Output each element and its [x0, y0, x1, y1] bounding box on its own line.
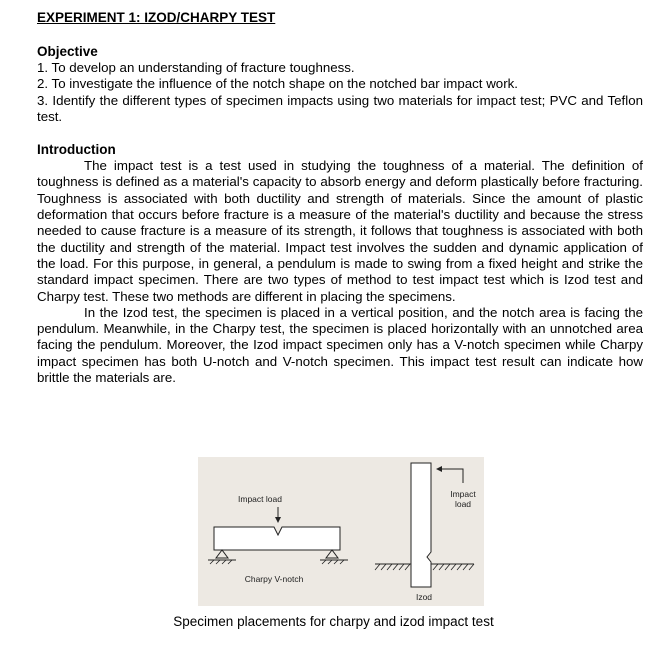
izod-specimen — [411, 463, 431, 587]
charpy-load-label: Impact load — [238, 494, 282, 504]
introduction-paragraph: In the Izod test, the specimen is placed in a vertical position, and the notch area is facing the pendulum. Meanwhile, in the Charpy test, the specimen is placed horizontally with an unnotched area facing the pendulum. Moreover, the Izod impact specimen only has a V-notch specimen while Charpy impact specimen has both U-notch and V-notch specimen. This impact test result can indicate how brittle the materials are. — [37, 304, 643, 386]
charpy-support-left — [216, 550, 228, 558]
specimen-diagram — [198, 457, 484, 606]
izod-load-arrowhead — [436, 466, 442, 472]
izod-load-label-line2: load — [454, 499, 472, 509]
document-page — [37, 10, 643, 386]
izod-load-label-line1: Impact — [450, 489, 476, 499]
charpy-load-arrowhead — [275, 517, 281, 523]
charpy-support-right — [326, 550, 338, 558]
introduction-paragraph: The impact test is a test used in studying the toughness of a material. The definition of toughness is defined as a material's capacity to absorb energy and deform plastically before fracturing. Toughness is associated with both ductility and strength of materials. Since the amount of plastic deformation that occurs before fracture is a measure of the material's ductility and because the stress needed to cause fracture is a measure of its strength, it follows that toughness is associated with both the ductility and strength of the material. Impact test involves the sudden and dynamic application of the load. For this purpose, in general, a pendulum is made to swing from a fixed height and strike the standard impact specimen. There are two types of method to test impact test which is Izod test and Charpy test. These two methods are different in placing the specimens. — [37, 158, 643, 304]
izod-load-arrow — [441, 469, 463, 483]
izod-label: Izod — [415, 592, 433, 602]
objective-item: 1. To develop an understanding of fracture toughness. — [37, 60, 355, 75]
specimen-placement-figure — [198, 457, 484, 606]
objective-item: 2. To investigate the influence of the notch shape on the notched bar impact work. — [37, 76, 518, 92]
objective-item: 3. Identify the different types of specimen impacts using two materials for impact test; PVC and Teflon test. — [37, 92, 643, 124]
objective-heading: Objective — [37, 44, 98, 59]
charpy-label: Charpy V-notch — [244, 574, 304, 584]
figure-caption: Specimen placements for charpy and izod impact test — [173, 614, 494, 629]
introduction-heading: Introduction — [37, 142, 116, 158]
page-title: EXPERIMENT 1: IZOD/CHARPY TEST — [37, 10, 276, 25]
charpy-specimen — [214, 527, 340, 550]
